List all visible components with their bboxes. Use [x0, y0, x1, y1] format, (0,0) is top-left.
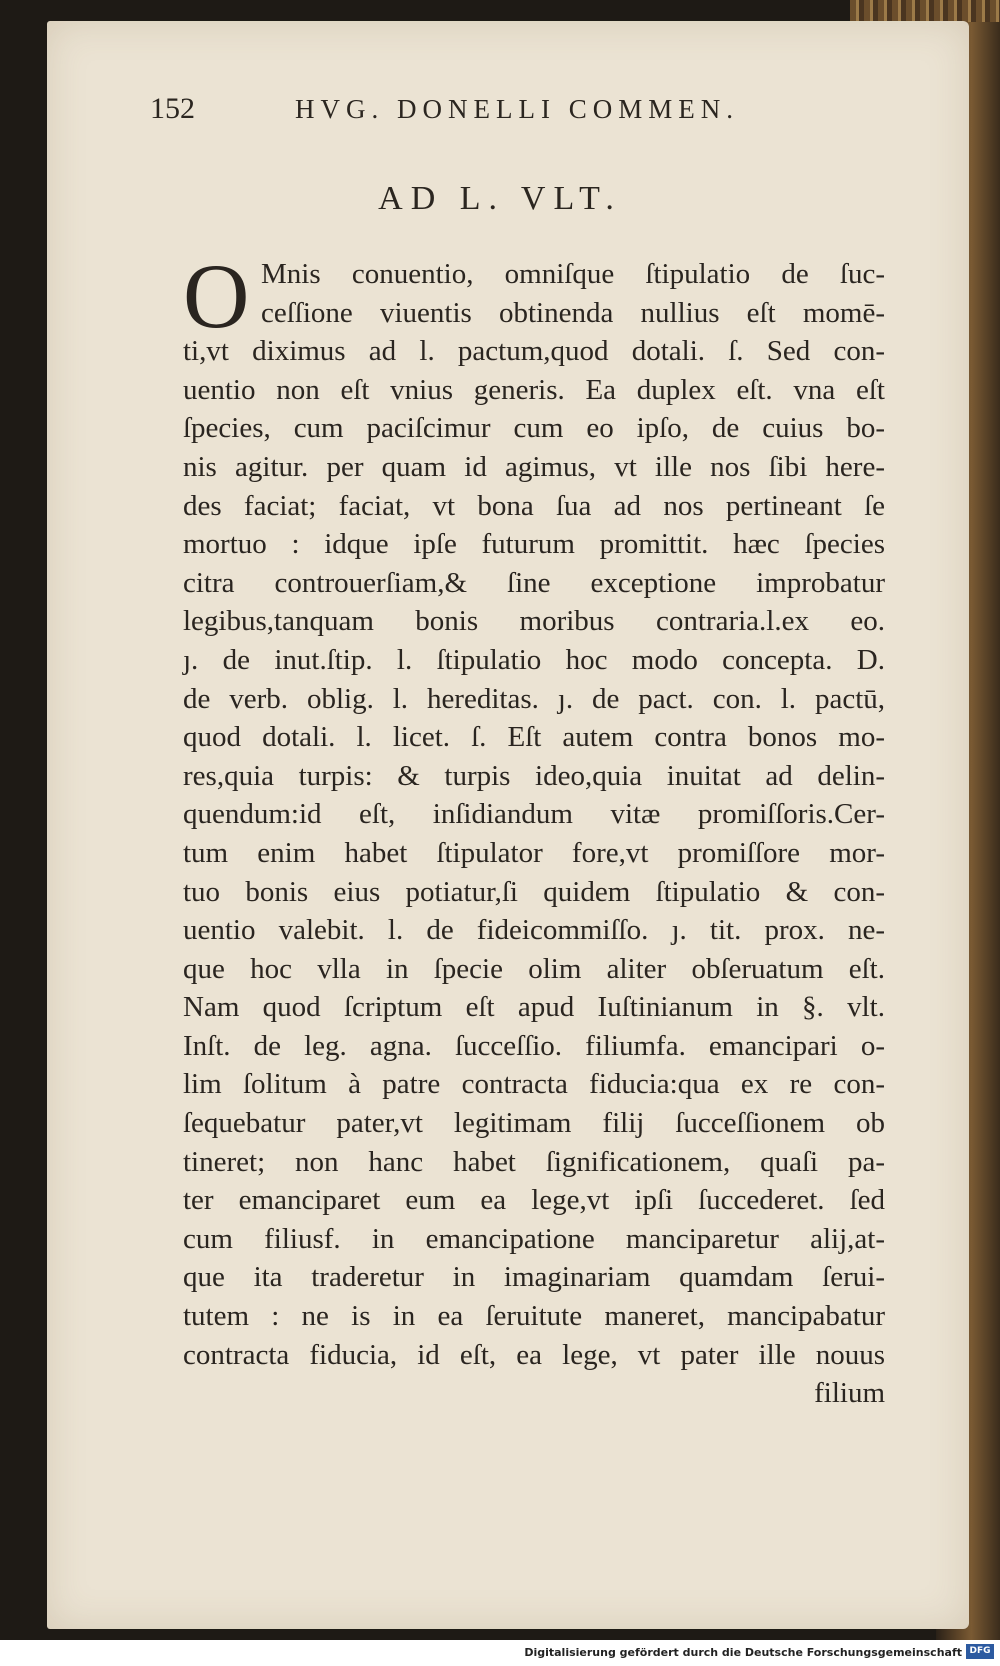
- page-header: [150, 92, 840, 142]
- text-line: res,quia turpis: & turpis ideo,quia inuitat ad delin-: [183, 759, 885, 792]
- text-line: legibus,tanquam bonis moribus contraria.l.ex eo.: [183, 605, 885, 638]
- text-line: que hoc vlla in ſpecie olim aliter obſeruatum eſt.: [183, 952, 885, 985]
- text-line: ceſſione viuentis obtinenda nullius eſt momē-: [261, 296, 885, 329]
- text-line: des faciat; faciat, vt bona ſua ad nos pertineant ſe: [183, 489, 885, 522]
- text-line: citra controuerſiam,& ſine exceptione improbatur: [183, 566, 885, 599]
- dfg-logo: DFG: [966, 1644, 994, 1659]
- text-line: que ita traderetur in imaginariam quamdam ſerui-: [183, 1261, 885, 1294]
- section-title: AD L. VLT.: [378, 180, 622, 217]
- text-line: ter emanciparet eum ea lege,vt ipſi ſuccederet. ſed: [183, 1184, 885, 1217]
- text-line: tum enim habet ſtipulator fore,vt promiſſore mor-: [183, 836, 885, 869]
- text-line: ȷ. de inut.ſtip. l. ſtipulatio hoc modo concepta. D.: [183, 643, 885, 676]
- text-line: nis agitur. per quam id agimus, vt ille nos ſibi here-: [183, 450, 885, 483]
- text-line: tineret; non hanc habet ſignificationem, quaſi pa-: [183, 1145, 885, 1178]
- text-line: mortuo : idque ipſe futurum promittit. hæc ſpecies: [183, 528, 885, 561]
- text-line: contracta fiducia, id eſt, ea lege, vt pater ille nouus: [183, 1338, 885, 1371]
- text-line: tuo bonis eius potiatur,ſi quidem ſtipulatio & con-: [183, 875, 885, 908]
- text-line: tutem : ne is in ea ſeruitute maneret, mancipabatur: [183, 1300, 885, 1333]
- text-line: Nam quod ſcriptum eſt apud Iuſtinianum in §. vlt.: [183, 991, 885, 1024]
- text-line: ſequebatur pater,vt legitimam filij ſucceſſionem ob: [183, 1107, 885, 1140]
- text-line: uentio non eſt vnius generis. Ea duplex eſt. vna eſt: [183, 373, 885, 406]
- text-line: de verb. oblig. l. hereditas. ȷ. de pact. con. l. pactū,: [183, 682, 885, 715]
- text-line: quendum:id eſt, inſidiandum vitæ promiſſoris.Cer-: [183, 798, 885, 831]
- text-line: Inſt. de leg. agna. ſucceſſio. filiumfa. emancipari o-: [183, 1029, 885, 1062]
- drop-capital: O: [183, 245, 250, 347]
- text-line: quod dotali. l. licet. ſ. Eſt autem contra bonos mo-: [183, 721, 885, 754]
- text-line: cum filiusf. in emancipatione manciparetur alij,at-: [183, 1222, 885, 1255]
- text-line: uentio valebit. l. de fideicommiſſo. ȷ. tit. prox. ne-: [183, 914, 885, 947]
- funding-credit: Digitalisierung gefördert durch die Deutsche Forschungsgemeinschaft: [524, 1646, 962, 1659]
- binding-thread: [850, 0, 1000, 22]
- body-text: [183, 245, 885, 1413]
- text-line: ti,vt diximus ad l. pactum,quod dotali. ſ. Sed con-: [183, 335, 885, 368]
- catchword: filium: [814, 1377, 885, 1410]
- footer-bar: [0, 1640, 1000, 1666]
- text-line: lim ſolitum à patre contracta fiducia:qua ex re con-: [183, 1068, 885, 1101]
- page-number: 152: [150, 92, 195, 125]
- running-head: HVG. DONELLI COMMEN.: [295, 94, 739, 124]
- text-line: ſpecies, cum paciſcimur cum eo ipſo, de cuius bo-: [183, 412, 885, 445]
- text-line: Mnis conuentio, omniſque ſtipulatio de ſuc-: [261, 258, 885, 290]
